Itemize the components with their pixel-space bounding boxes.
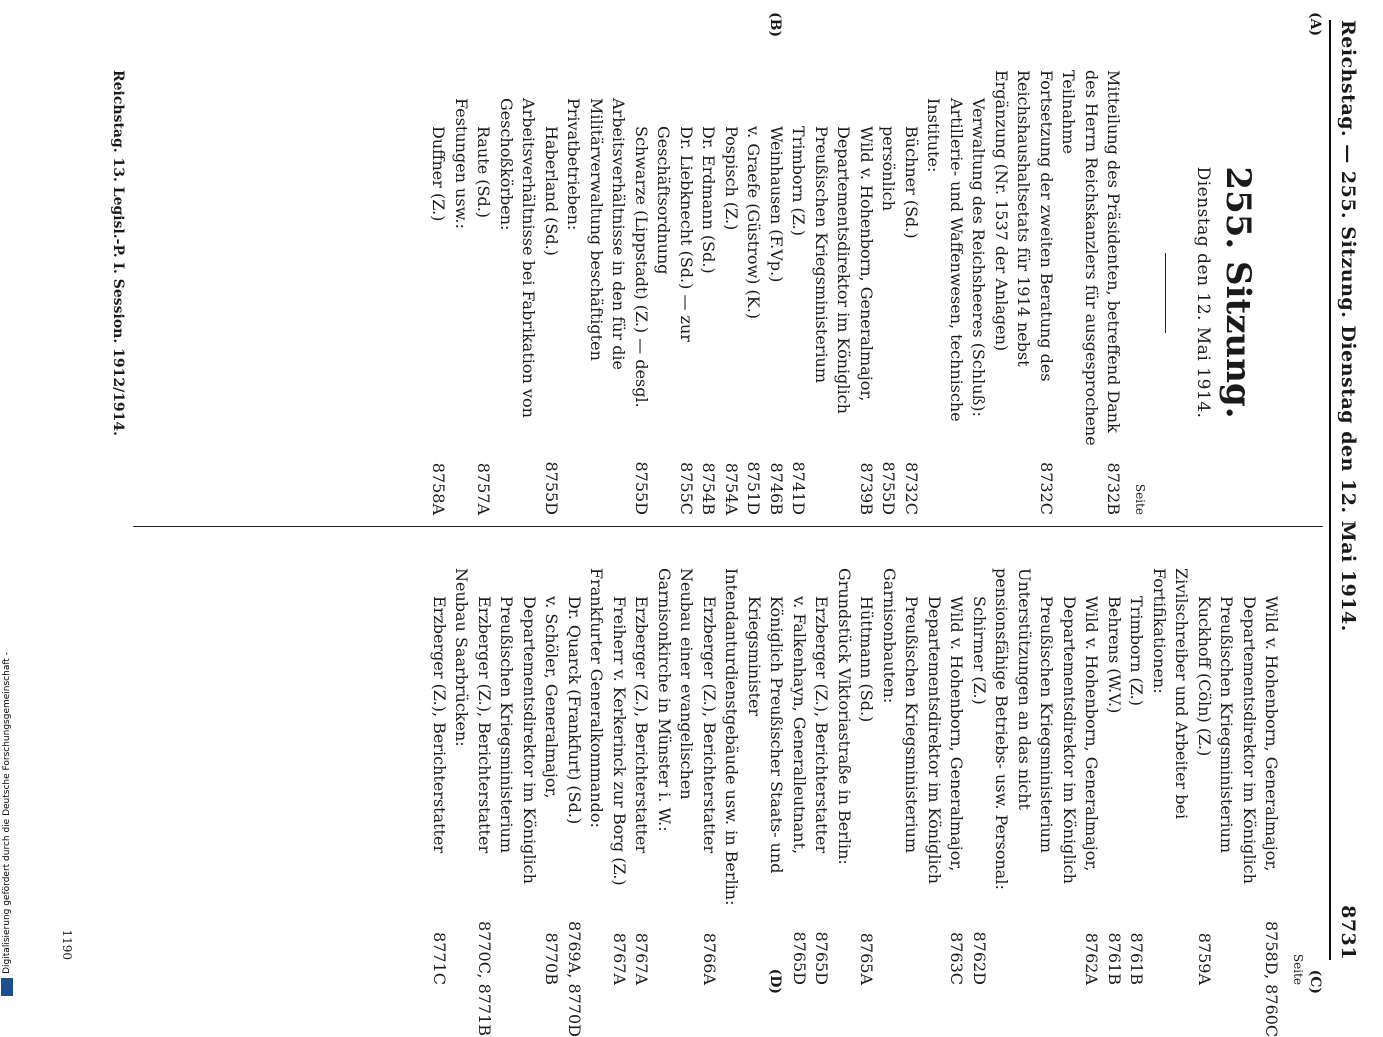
toc-entry-page: 8761B: [1127, 932, 1147, 985]
toc-entry-page: 8770B: [542, 932, 562, 985]
toc-entry-page: [720, 921, 743, 985]
toc-entry: [855, 540, 878, 985]
toc-entry-page: 8746B: [767, 462, 786, 515]
toc-entry-text: persönlich: [879, 126, 899, 212]
toc-entry-text: v. Graefe (Güstrow) (K.): [744, 126, 764, 320]
toc-entry-text: v. Falkenhayn, Generalleutnant, Königlich Preußischer Staats- und Kriegsminister: [745, 596, 809, 874]
seite-label-left: Seite: [1133, 483, 1147, 515]
toc-entry: [900, 70, 923, 515]
toc-entry: [473, 540, 496, 1037]
toc-entry-page: 8755D: [542, 461, 561, 515]
toc-entry-page: 8761B: [1105, 932, 1124, 985]
toc-entry-text: Freiherr v. Kerkerinck zur Borg (Z.): [610, 596, 629, 886]
toc-entry-page: 8766A: [700, 932, 719, 985]
toc-entry-text: Dr. Quarck (Frankfurt) (Sd.): [565, 596, 584, 825]
toc-entry: [787, 70, 810, 515]
rotated-page: [40, 0, 1383, 1037]
toc-entry-page: 8767A: [632, 932, 652, 985]
toc-entry-page: 8767A: [610, 932, 629, 985]
toc-entry-text: Grundstück Viktoriastraße in Berlin:: [835, 568, 854, 865]
toc-entry: [922, 70, 967, 515]
left-entry-list: [427, 70, 1125, 515]
toc-entry-text: Schwarze (Lippstadt) (Z.) — desgl.: [632, 126, 651, 408]
toc-entry: [742, 70, 765, 515]
dfg-logo: [1, 978, 13, 996]
toc-entry-text: Mitteilung des Präsidenten, betreffend Dank des Herrn Reichskanzlers für ausgesprochene Teilnahme: [1059, 70, 1124, 446]
toc-entry: [1193, 540, 1216, 985]
toc-entry: [833, 540, 856, 985]
margin-marker-a: (A): [1307, 12, 1323, 37]
toc-entry-text: Arbeitsverhältnisse bei Fabrikation von Geschoßkörben:: [497, 98, 539, 418]
toc-entry-page: [833, 921, 856, 985]
toc-entry: [608, 540, 631, 985]
toc-entry-text: Erzberger (Z.), Berichterstatter: [812, 596, 832, 854]
right-entry-list: [428, 540, 1283, 1037]
toc-entry: [540, 70, 563, 515]
toc-entry: [630, 540, 653, 985]
toc-entry-page: 8755D: [879, 461, 899, 515]
toc-entry: [585, 540, 608, 985]
toc-entry-text: Behrens (W.V.): [1105, 596, 1124, 714]
toc-entry: [810, 70, 878, 515]
toc-entry-text: Haberland (Sd.): [542, 126, 561, 256]
toc-entry-text: Frankfurter Generalkommando:: [587, 568, 607, 828]
toc-entry-text: Fortsetzung der zweiten Beratung des Reichshaushaltsetats für 1914 nebst Ergänzung (Nr. 1537 der Anlagen): [992, 70, 1056, 382]
session-date: Dienstag den 12. Mai 1914.: [1193, 166, 1214, 419]
toc-entry-page: [562, 451, 630, 515]
toc-entry-text: Neubau einer evangelischen Garnisonkirche in Münster i. W.:: [655, 568, 697, 832]
toc-entry: [900, 540, 968, 985]
toc-entry-text: v. Schöler, Generalmajor, Departementsdirektor im Königlich Preußischen Kriegsministerium: [497, 596, 562, 884]
dfg-sidebar: [0, 0, 14, 1000]
toc-entry-page: 8762A: [1082, 932, 1102, 985]
seite-label-right: Seite: [1291, 953, 1305, 985]
toc-entry-page: 8755D: [632, 461, 651, 515]
toc-entry: [720, 70, 743, 515]
toc-entry-text: Pospisch (Z.): [722, 126, 741, 231]
toc-entry-text: Unterstützungen an das nicht pensionsfähige Betriebs- usw. Personal:: [992, 568, 1034, 890]
margin-marker-b: (B): [767, 12, 783, 38]
toc-entry-page: [585, 921, 608, 985]
left-column: [427, 70, 1309, 515]
toc-entry-text: Festungen usw.:: [452, 98, 471, 229]
toc-entry-text: Weinhausen (F.Vp.): [767, 126, 786, 283]
toc-entry-page: 8763C: [947, 932, 967, 985]
toc-entry: [967, 70, 990, 515]
toc-entry-text: Wild v. Hohenborn, Generalmajor, Departementsdirektor im Königlich Preußischen Kriegsministerium: [1037, 596, 1102, 884]
toc-entry-page: 8732C: [902, 462, 921, 515]
toc-entry-text: Wild v. Hohenborn, Generalmajor, Departementsdirektor im Königlich Preußischen Kriegsministerium: [1217, 596, 1282, 884]
toc-entry: [1057, 70, 1125, 515]
toc-entry: [810, 540, 833, 985]
session-title: 255. Sitzung.: [1218, 166, 1258, 419]
toc-entry-text: Erzberger (Z.), Berichterstatter: [475, 596, 494, 854]
toc-entry-text: Wild v. Hohenborn, Generalmajor, Departementsdirektor im Königlich Preußischen Kriegsministerium: [812, 126, 876, 414]
toc-entry: [563, 540, 586, 1037]
toc-entry-text: Trimborn (Z.): [789, 126, 809, 236]
footer: Reichstag. 13. Legisl.-P. I. Session. 1912/1914.: [110, 70, 126, 437]
toc-entry-page: 8758D, 8760C: [1262, 921, 1282, 1037]
toc-entry-text: Zivilschreiber und Arbeiter bei Fortifikationen:: [1150, 568, 1192, 820]
toc-entry-page: 8751D: [744, 461, 764, 515]
toc-entry-text: Verwaltung des Reichsheeres (Schluß):: [969, 98, 989, 417]
toc-entry-text: Erzberger (Z.), Berichterstatter: [632, 596, 652, 854]
toc-entry: [968, 540, 991, 985]
toc-entry: [428, 540, 451, 985]
toc-entry: [1125, 540, 1148, 985]
toc-entry-page: 8771C: [430, 932, 449, 985]
toc-entry-page: 8769A, 8770D: [565, 921, 584, 1037]
toc-entry-text: Hüttmann (Sd.): [857, 596, 877, 723]
toc-entry-page: [450, 451, 473, 515]
toc-entry-page: [653, 921, 698, 985]
toc-entry-text: Schirmer (Z.): [970, 596, 989, 705]
dfg-note: Digitalisierung gefördert durch die Deutsche Forschungsgemeinschaft -: [2, 652, 12, 974]
toc-entry-page: [878, 921, 901, 985]
toc-entry-page: 8754A: [722, 462, 741, 515]
toc-entry-page: 8765D: [812, 931, 832, 985]
running-head: [1329, 20, 1365, 960]
toc-entry-text: Wild v. Hohenborn, Generalmajor, Departementsdirektor im Königlich Preußischen Kriegsministerium: [902, 596, 967, 884]
toc-entry-text: Raute (Sd.): [474, 126, 494, 219]
toc-entry: [1035, 540, 1103, 985]
toc-entry-page: 8759A: [1195, 932, 1214, 985]
toc-entry-text: Kuckhoff (Cöln) (Z.): [1195, 596, 1214, 757]
toc-entry: [765, 70, 788, 515]
toc-entry-page: 8741D: [789, 461, 809, 515]
toc-entry-page: 8765D: [790, 931, 809, 985]
toc-entry-page: [450, 921, 473, 985]
toc-entry: [652, 70, 697, 515]
toc-entry-page: 8770C, 8771B: [475, 921, 494, 1037]
toc-entry-text: Dr. Liebknecht (Sd.) — zur Geschäftsordnung: [654, 126, 696, 342]
toc-entry-page: 8755C: [677, 462, 696, 515]
toc-entry: [990, 70, 1058, 515]
toc-entry-page: 8765A: [857, 932, 877, 985]
signature-mark: 1190: [60, 929, 74, 960]
toc-entry-text: Artillerie- und Waffenwesen, technische Institute:: [924, 98, 966, 422]
toc-entry-text: Neubau Saarbrücken:: [452, 568, 472, 747]
title-rule: [1165, 253, 1166, 333]
toc-entry: [450, 70, 473, 515]
toc-entry: [990, 540, 1035, 985]
toc-entry-text: Intendanturdienstgebäude usw. in Berlin:: [722, 568, 742, 906]
toc-entry: [630, 70, 653, 515]
toc-entry: [495, 540, 563, 985]
toc-entry: [472, 70, 495, 515]
margin-marker-d: (D): [767, 968, 783, 994]
toc-entry-text: Trimborn (Z.): [1127, 596, 1147, 706]
toc-entry-page: 8758A: [429, 462, 449, 515]
toc-entry: [743, 540, 811, 985]
toc-entry: [562, 70, 630, 515]
right-column: [428, 540, 1310, 1037]
toc-entry-page: 8762D: [970, 931, 989, 985]
page-number: 8731: [1337, 905, 1359, 960]
toc-entry-text: Dr. Erdmann (Sd.): [699, 126, 719, 274]
toc-entry-text: Büchner (Sd.): [902, 126, 921, 239]
toc-entry: [450, 540, 473, 985]
toc-entry-page: 8739B: [857, 462, 876, 515]
toc-entry: [878, 540, 901, 985]
toc-entry-page: 8732C: [1037, 462, 1056, 515]
toc-entry-page: [990, 921, 1035, 985]
toc-entry-page: [495, 451, 540, 515]
column-divider: [133, 526, 1323, 527]
toc-entry: [1103, 540, 1126, 985]
toc-entry: [653, 540, 698, 985]
margin-marker-c: (C): [1307, 969, 1323, 994]
toc-entry-text: Garnisonbauten:: [880, 568, 899, 704]
toc-entry-page: 8754B: [699, 462, 719, 515]
toc-entry-page: 8757A: [474, 462, 494, 515]
toc-entry-page: [922, 451, 967, 515]
toc-entry: [1148, 540, 1193, 985]
toc-entry-text: Erzberger (Z.), Berichterstatter: [700, 596, 719, 854]
toc-entry: [720, 540, 743, 985]
toc-entry-page: [967, 451, 990, 515]
toc-entry-page: 8732B: [1104, 462, 1124, 515]
toc-entry: [495, 70, 540, 515]
toc-entry-text: Arbeitsverhältnisse in den für die Militärverwaltung beschäftigten Privatbetrieben:: [564, 98, 629, 371]
toc-entry: [697, 70, 720, 515]
toc-entry: [698, 540, 721, 985]
toc-entry: [427, 70, 450, 515]
toc-entry-page: [1148, 921, 1193, 985]
running-head-title: Reichstag. — 255. Sitzung. Dienstag den 12. Mai 1914.: [1337, 20, 1359, 632]
toc-entry-text: Duffner (Z.): [429, 126, 449, 222]
toc-entry: [1215, 540, 1283, 1037]
toc-entry: [877, 70, 900, 515]
toc-entry-text: Erzberger (Z.), Berichterstatter: [430, 596, 449, 854]
